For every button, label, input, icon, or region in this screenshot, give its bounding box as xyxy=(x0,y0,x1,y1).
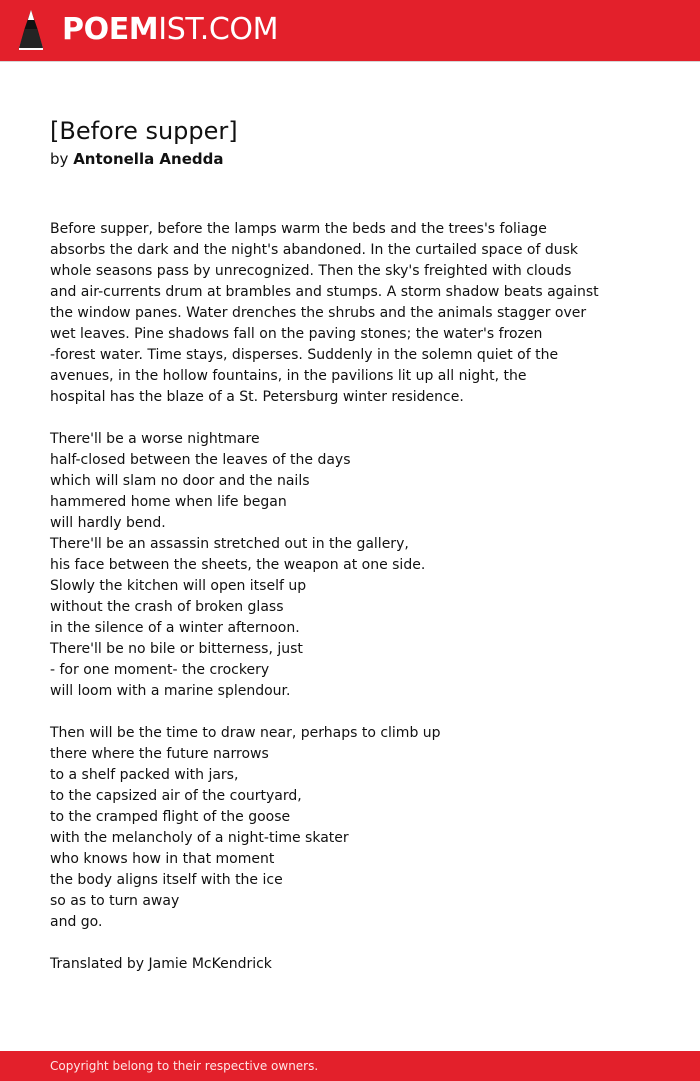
poem-line: in the silence of a winter afternoon. xyxy=(50,620,300,636)
poem-stanza xyxy=(50,429,650,702)
poem-line: - for one moment- the crockery xyxy=(50,662,270,678)
byline-prefix: by xyxy=(50,150,69,168)
poem-line: whole seasons pass by unrecognized. Then the sky's freighted with clouds xyxy=(50,263,572,279)
poem-line: Before supper, before the lamps warm the beds and the trees's foliage xyxy=(50,221,547,237)
brand-name-domain: IST.COM xyxy=(158,12,279,47)
poem-body xyxy=(50,219,650,975)
poem-line: which will slam no door and the nails xyxy=(50,473,310,489)
poem-line: absorbs the dark and the night's abandoned. In the curtailed space of dusk xyxy=(50,242,579,258)
author-name: Antonella Anedda xyxy=(73,150,224,168)
brand-name-strong: POEM xyxy=(62,12,159,47)
poem-line: there where the future narrows xyxy=(50,746,269,762)
poem-line: wet leaves. Pine shadows fall on the paving stones; the water's frozen xyxy=(50,326,543,342)
translator-credit: Translated by Jamie McKendrick xyxy=(50,956,272,972)
poem-line: Slowly the kitchen will open itself up xyxy=(50,578,307,594)
poem-line: to the capsized air of the courtyard, xyxy=(50,788,302,804)
poem-line: without the crash of broken glass xyxy=(50,599,284,615)
poem-line: Then will be the time to draw near, perhaps to climb up xyxy=(50,725,441,741)
copyright-notice: Copyright belong to their respective owners. xyxy=(50,1059,319,1073)
site-header xyxy=(0,0,700,62)
site-footer xyxy=(0,1051,700,1081)
poem-line: There'll be a worse nightmare xyxy=(50,431,260,447)
poem-line: half-closed between the leaves of the days xyxy=(50,452,351,468)
poem-title: [Before supper] xyxy=(50,117,238,145)
poem-line: will hardly bend. xyxy=(50,515,166,531)
pencil-icon[interactable] xyxy=(17,9,45,51)
poem-line: -forest water. Time stays, disperses. Suddenly in the solemn quiet of the xyxy=(50,347,559,363)
poem-line: who knows how in that moment xyxy=(50,851,275,867)
poem-line: hospital has the blaze of a St. Petersburg winter residence. xyxy=(50,389,464,405)
poem-line: will loom with a marine splendour. xyxy=(50,683,291,699)
poem-line: so as to turn away xyxy=(50,893,180,909)
poem-line: hammered home when life began xyxy=(50,494,287,510)
poem-line: his face between the sheets, the weapon at one side. xyxy=(50,557,426,573)
poem-line: and go. xyxy=(50,914,103,930)
poem-line: and air-currents drum at brambles and stumps. A storm shadow beats against xyxy=(50,284,599,300)
poem-line: There'll be an assassin stretched out in the gallery, xyxy=(50,536,409,552)
poem-stanza xyxy=(50,723,650,933)
poem-line: the window panes. Water drenches the shrubs and the animals stagger over xyxy=(50,305,587,321)
poem-line: with the melancholy of a night-time skater xyxy=(50,830,349,846)
site-logo[interactable] xyxy=(62,10,278,50)
poem-line: the body aligns itself with the ice xyxy=(50,872,283,888)
poem-line: There'll be no bile or bitterness, just xyxy=(50,641,303,657)
poem-byline xyxy=(50,149,650,170)
poem-line: to a shelf packed with jars, xyxy=(50,767,239,783)
poem-line: avenues, in the hollow fountains, in the pavilions lit up all night, the xyxy=(50,368,527,384)
poem-stanza xyxy=(50,219,650,408)
poem-page xyxy=(50,113,650,975)
poem-line: to the cramped flight of the goose xyxy=(50,809,291,825)
